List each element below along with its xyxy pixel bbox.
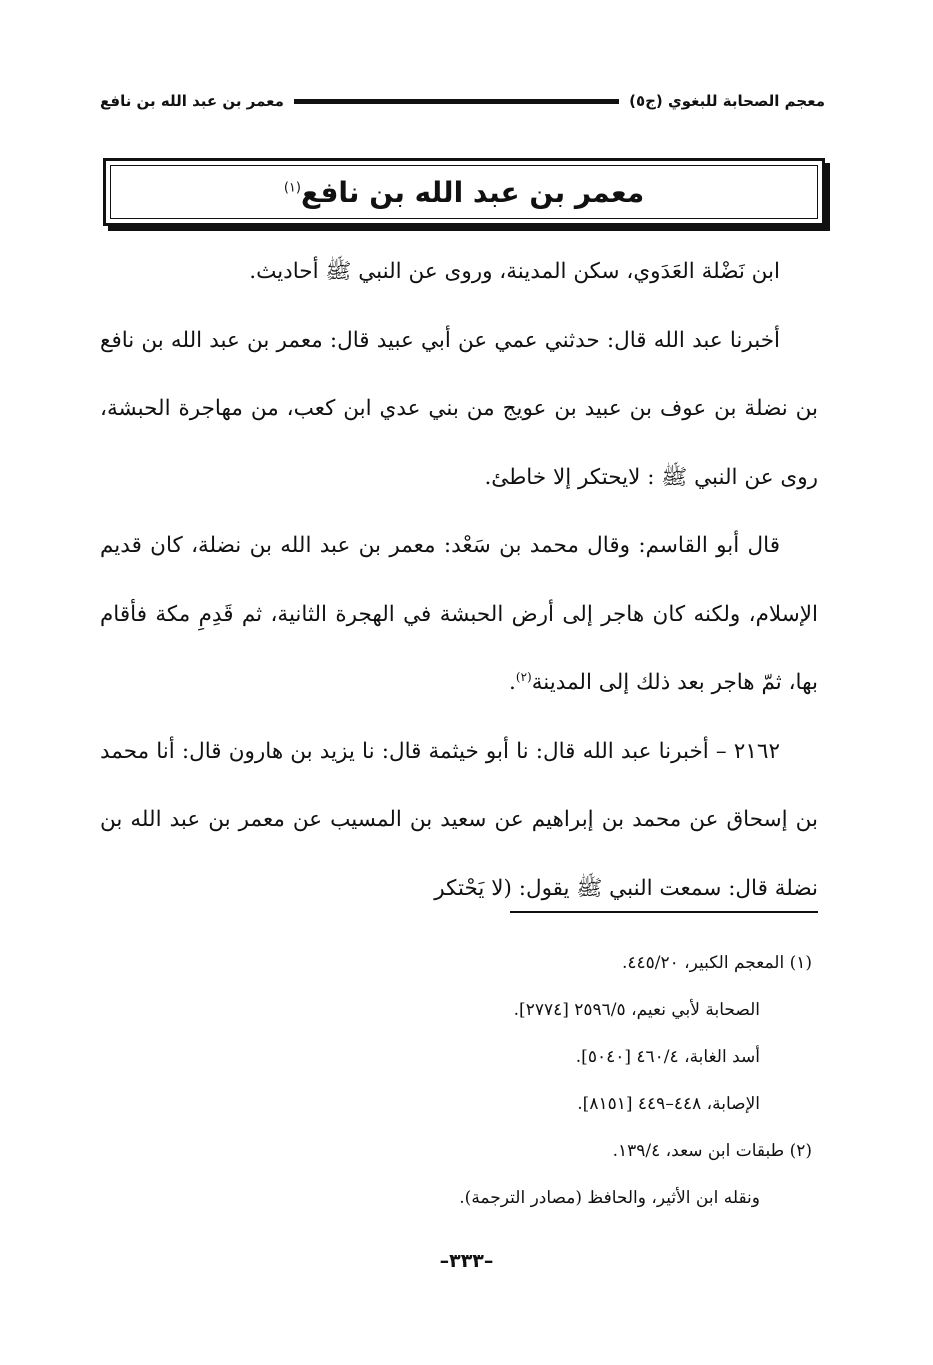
paragraph-intro: ابن نَضْلة العَدَوي، سكن المدينة، وروى عن النبي ﷺ أحاديث. [249,259,780,284]
footnote-ref-2: (٢) [515,669,532,684]
entry-title-box [103,158,825,226]
entry-name-header: معمر بن عبد الله بن نافع [100,92,284,110]
running-header [100,88,825,114]
footnote-line: الإصابة، ٤٤٨–٤٤٩ [٨١٥١]. [577,1094,760,1114]
body-text [100,238,818,923]
paragraph-ibn-saad-end: . [509,670,516,695]
paragraph-ibn-saad-text: قال أبو القاسم: وقال محمد بن سَعْد: معمر بن عبد الله بن نضلة، كان قديم الإسلام، ولكنه كان هاجر إلى أرض الحبشة في الهجرة الثانية، ثم قَدِمِ مكة فأقام بها، ثمّ هاجر بعد ذلك إلى المدينة [100,533,818,695]
footnote-line: (٢) طبقات ابن سعد، ١٣٩/٤. [612,1141,812,1161]
footnote-line: (١) المعجم الكبير، ٤٤٥/٢٠. [621,953,812,973]
footnote-separator [510,911,818,913]
paragraph-ibn-saad [100,512,818,718]
footnote-line: ونقله ابن الأثير، والحافظ (مصادر الترجمة). [459,1188,760,1208]
entry-title-text: معمر بن عبد الله بن نافع [300,175,645,209]
page-number: –٣٣٣– [439,1250,494,1272]
footnotes [300,940,812,1222]
footnote-line: أسد الغابة، ٤٦٠/٤ [٥٠٤٠]. [575,1047,760,1067]
title-footnote-ref: (١) [283,180,301,196]
entry-title [284,176,644,209]
header-rule [294,99,619,104]
paragraph-abu-ubaid: أخبرنا عبد الله قال: حدثني عمي عن أبي عبيد قال: معمر بن عبد الله بن نافع بن نضلة بن عوف بن عبيد بن عويج من بني عدي ابن كعب، من مهاجرة الحبشة، روى عن النبي ﷺ : لايحتكر إلا خاطئ. [100,327,818,490]
book-title: معجم الصحابة للبغوي (ج٥) [629,92,825,110]
hadith-2162: ٢١٦٢ – أخبرنا عبد الله قال: نا أبو خيثمة قال: نا يزيد بن هارون قال: أنا محمد بن إسحاق عن محمد بن إبراهيم عن سعيد بن المسيب عن معمر بن عبد الله بن نضلة قال: سمعت النبي ﷺ يقول: (لا يَحْتكر [100,738,818,901]
footnote-line: الصحابة لأبي نعيم، ٢٥٩٦/٥ [٢٧٧٤]. [513,1000,760,1020]
